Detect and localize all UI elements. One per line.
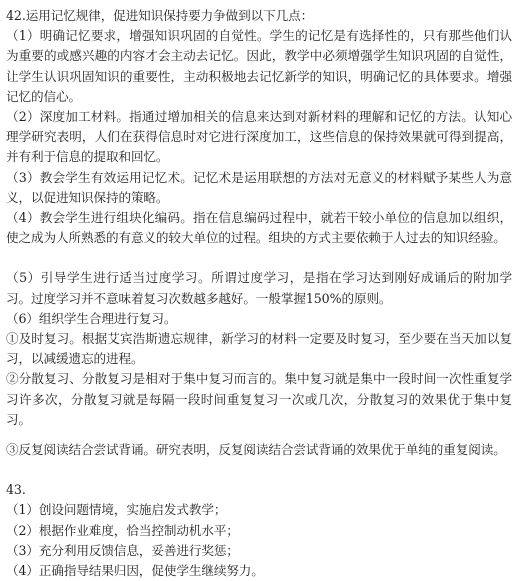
- q43-item-1: （1）创设问题情境，实施启发式教学；: [6, 502, 227, 518]
- q43-item-3: （3）充分利用反馈信息，妥善进行奖惩；: [6, 542, 239, 558]
- q42-header: 42.运用记忆规律，促进知识保持要力争做到以下几点：: [6, 8, 314, 23]
- q42-point-6-sub-1: ①及时复习。根据艾宾浩斯遗忘规律，新学习的材料一定要及时复习，至少要在当天加以复习，以减缓遗忘的进程。: [6, 331, 512, 367]
- spacer: [6, 430, 512, 440]
- q43-item-4: （4）正确指导结果归因，促使学生继续努力。: [6, 563, 264, 579]
- q42-point-1: （1）明确记忆要求，增强知识巩固的自觉性。学生的记忆是有选择性的，只有那些他们认为重要的或感兴趣的内容才会主动去记忆。因此，教学中必须增强学生知识巩固的自觉性，让学生认识巩固知识的重要性，主动积极地去记忆新学的知识，明确记忆的具体要求。增强记忆的信心。: [6, 28, 512, 104]
- q43-header: 43.: [6, 482, 26, 498]
- q42-point-3: （3）教会学生有效运用记忆术。记忆术是运用联想的方法对无意义的材料赋予某些人为意义，以促进知识保持的策略。: [6, 169, 512, 205]
- q42-point-6-sub-3: ③反复阅读结合尝试背诵。研究表明，反复阅读结合尝试背诵的效果优于单纯的重复阅读。: [6, 442, 506, 458]
- q42-point-5: （5）引导学生进行适当过度学习。所谓过度学习，是指在学习达到刚好成诵后的附加学习。过度学习并不意味着复习次数越多越好。一般掌握150%的原则。: [6, 270, 512, 306]
- q43-item-2: （2）根据作业难度，恰当控制动机水平；: [6, 522, 239, 538]
- q42-point-4: （4）教会学生进行组块化编码。指在信息编码过程中，就若干较小单位的信息加以组织，使之成为人所熟悉的有意义的较大单位的过程。组块的方式主要依赖于人过去的知识经验。: [6, 210, 512, 246]
- q42-point-2: （2）深度加工材料。指通过增加相关的信息来达到对新材料的理解和记忆的方法。认知心理学研究表明，人们在获得信息时对它进行深度加工，这些信息的保持效果就可得到提高，并有利于信息的提取和回忆。: [6, 109, 512, 165]
- q42-point-6-sub-2: ②分散复习、分散复习是相对于集中复习而言的。集中复习就是集中一段时间一次性重复学习许多次，分散复习就是每隔一段时间重复复习一次或几次，分散复习的效果优于集中复习。: [6, 371, 512, 427]
- spacer: [6, 460, 512, 480]
- spacer: [6, 248, 512, 268]
- q42-point-6: （6）组织学生合理进行复习。: [6, 310, 177, 326]
